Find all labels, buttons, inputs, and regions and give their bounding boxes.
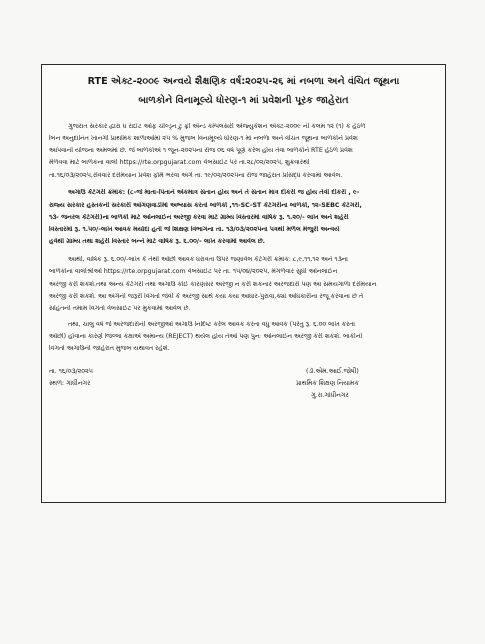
paragraph-3-line: બાળકોના વાલીશ્રીઓ https://rte.orpgujarat.com વેબસાઈટ પર તા. ૧૫/૦૪/૨૦૨૫, મંગળવાર સુધી ઓનલાઈન (49, 268, 338, 275)
paragraph-2-line: હવેથી ગ્રામ્ય તથા શહેરી વિસ્તાર બન્ને માટે વાર્ષિક રૂ. ૬.૦૦/- લાખ કરવામાં આવેલ છે. (49, 238, 266, 245)
paragraph-2-line: અગાઉ કેટેગરી ક્રમાંક: (૮-જે માતા-પિતાને એકમાત્ર સંતાન હોય અને તે સંતાન માત્ર દીકરી જ હોય તેવી દીકરી , ૯- (68, 189, 360, 196)
paragraph-2-line: ૧૩- જનરલ કેટેગરી)ના બાળકો માટે ઓનલાઈન અરજી કરવા માટે ગ્રામ્ય વિસ્તારમાં વાર્ષિક રૂ. ૧.૨૦/- લાખ અને શહેરી (49, 214, 349, 221)
signer-designation: પ્રાથમિક શિક્ષણ નિયામક (296, 380, 359, 387)
paragraph-4-line: ઓછી) હોવાના કારણે જિલ્લા કક્ષાએ અમાન્ય (REJECT) થયેલ હોય તેઓ પણ પુનઃ ઓનલાઈન અરજી કરી શકશે. બાકીની (49, 333, 363, 340)
paragraph-1-line: આપવાની યોજના અમલમાં છે. જે બાળકોએ ૧ જૂન-૨૦૨૫ના રોજ ૦૬ વર્ષ પૂર્ણ કરેલ હોય તેવા બાળકોને RTE હેઠળ પ્રવેશ (49, 147, 353, 154)
paragraph-3-line: અરજી કરી શકશે. આ અંગેની જરૂરી વિગતો જેવી કે અરજી સાથે કયા કયા આધાર-પુરાવા,ક્યાં અધિકારીના રજૂ કરવાના છે તે (49, 293, 364, 300)
signer-name: (ડૉ.એમ.આઈ.જોષી) (306, 368, 359, 375)
notice-title-line-1: RTE એક્ટ-૨૦૦૯ અન્વયે શૈક્ષણિક વર્ષ:૨૦૨૫-૨૬ માં નબળા અને વંચિત જૂથના (87, 76, 400, 87)
paragraph-3-line: અરજી કરી શકશે.તથા અન્ય કેટેગરી તથા અગાઉ કોઈ કારણસર અરજી ન કરી શકનાર અરજદારો પણ આ સમયગાળા દરમિયાન (49, 281, 377, 288)
paragraph-1-line: મેળવવા માટે બાળકના વાલી https://rte.orpgujarat.com વેબસાઈટ પર તા.૨૮/૦૨/૨૦૨૫, શુક્રવારથી (49, 159, 310, 166)
paragraph-2-line: વિસ્તારમાં રૂ. ૧.૫૦/-લાખ આવક મર્યાદા હતી જે શિક્ષણ વિભાગના તા. ૧૩/૦૩/૨૦૨૫ના પત્રથી મળેલ મંજુરી અન્વયે (49, 226, 340, 233)
signer-office: ગુ.રા.ગાંધીનગર (311, 392, 349, 399)
paragraph-1-line: ગુજરાત સરકાર દ્વારા ધ રાઈટ ઓફ ચીલ્ડ્રન ટુ ફ્રી એન્ડ કમ્પલસરી એજ્યુકેશન એક્ટ-૨૦૦૯ ની કલમ ૧૨ (૧) ક હેઠળ (68, 123, 366, 130)
paragraph-3-line: આથી, વાર્ષિક રૂ. ૬.૦૦/-લાખ કે તેથી ઓછી આવક ધરાવતા ઉપર જણાવેલ કેટેગરી ક્રમાંક: ૮,૯,૧૧,૧૨ અને ૧૩ના (68, 256, 348, 263)
notice-date: તા. ૧૬/૦૩/૨૦૨૫ (49, 368, 93, 375)
paragraph-1-line: બિન અનુદાનિત ખાનગી પ્રાથમિક શાળાઓમાં ૨૫ % મુજબ વિનામૂલ્યે ધોરણ-૧ માં નબળા અને વંચિત જૂથના બાળકોને પ્રવેશ (49, 135, 358, 142)
notice-place: સ્થળ: ગાંધીનગર (49, 380, 91, 387)
paragraph-4-line: વિગતો અગાઉની જાહેરાત મુજબ યથાવત રહેશે. (49, 345, 170, 352)
paragraph-2-line: રાજ્ય સરકાર હસ્તકની સરકારી આંગણવાડીમાં અભ્યાસ કરતાં બાળકો ,૧૧-SC-ST કેટેગરીના બાળકો, ૧૨-SEBC કેટેગરી, (49, 202, 362, 209)
paragraph-3-line: સહિતની તમામ વિગતો વેબસાઈટ પર મુકવામાં આવેલ છે. (49, 305, 191, 312)
paragraph-1-line: તા.૧૬/૦૩/૨૦૨૫,રવિવાર દરમિયાન પ્રવેશ ફોર્મ ભરવા અંગે તા. ૧૯/૦૨/૨૦૨૫ના રોજ જાહેરાત પ્રસિદ્ધ કરવામાં આવેલ. (49, 172, 343, 179)
paragraph-4-line: તથા, ચાલુ વર્ષે જે અરજદારોની અરજીઓ અગાઉ નિર્દિષ્ટ કરેલ આવક કરતા વધુ આવક (પરંતુ રૂ. ૬.૦૦ લાખ કરતા (68, 321, 356, 328)
notice-title-line-2: બાળકોને વિનામૂલ્યે ધોરણ-૧ માં પ્રવેશની પૂરક જાહેરાત (138, 95, 349, 106)
